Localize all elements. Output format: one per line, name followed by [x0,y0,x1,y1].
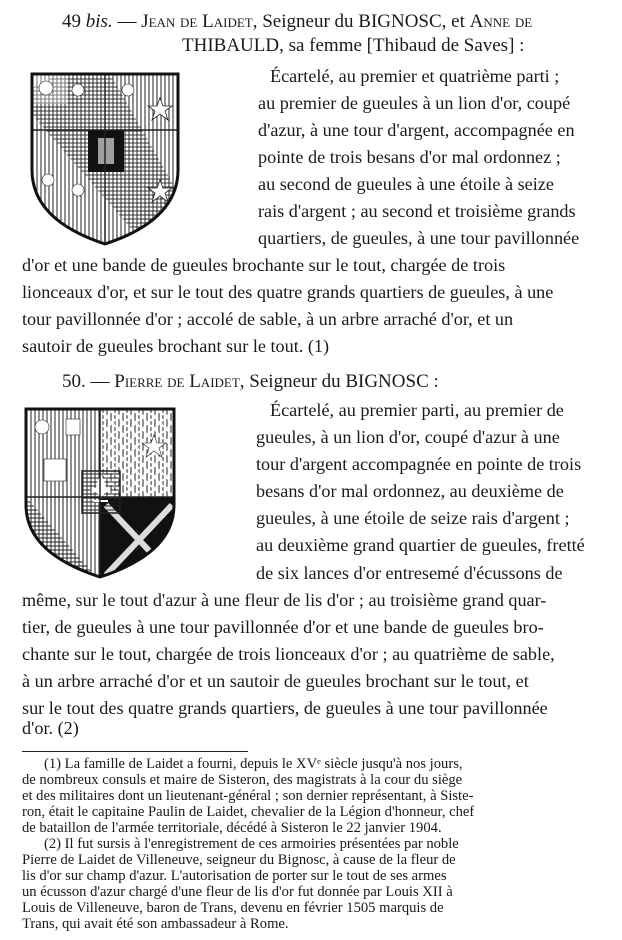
entry-50-line-9: tier, de gueules à une tour pavillonnée d'or et une bande de gueules bro- [22,617,544,637]
entry-49-dash: — [117,11,137,32]
entry-49-title-rest: , Seigneur du BIGNOSC, et [252,11,465,32]
entry-49-line-2: au premier de gueules à un lion d'or, coupé [258,93,571,113]
entry-50-line-5: gueules, à une étoile de seize rais d'argent ; [256,508,570,528]
entry-50-line-8: même, sur le tout d'azur à une fleur de lis d'or ; au troisième grand quar- [22,590,547,610]
footnote-1-line-1: (1) La famille de Laidet a fourni, depuis le XVᵉ siècle jusqu'à nos jours, [44,756,463,772]
footnote-1-line-5: de bataillon de l'armée territoriale, décédé à Sisteron le 22 janvier 1904. [22,820,442,836]
entry-50-line-1: Écartelé, au premier parti, au premier de [270,400,564,420]
entry-49-line-3: d'azur, à une tour d'argent, accompagnée en [258,120,575,140]
entry-49-name-jean: Jean de Laidet [141,11,253,32]
entry-50-title-rest: , Seigneur du BIGNOSC : [239,371,439,392]
entry-50-line-7: de six lances d'or entresemé d'écussons de [256,563,563,583]
entry-50-line-13: d'or. (2) [22,718,79,738]
entry-49-line-7: quartiers, de gueules, à une tour pavillonnée [258,228,580,248]
footnote-2-line-6: Trans, qui avait été son ambassadeur à Rome. [22,916,289,932]
entry-50-line-12: sur le tout des quatre grands quartiers, de gueules à une tour pavillonnée [22,698,548,718]
entry-49-heading-line2: THIBAULD, sa femme [Thibaud de Saves] : [182,35,525,56]
entry-49-heading [62,10,532,34]
footnote-2-line-1: (2) Il fut sursis à l'enregistrement de ces armoiries présentées par noble [44,836,459,852]
entry-49-line-11: sautoir de gueules brochant sur le tout. (1) [22,336,330,356]
entry-50-dash: — [90,371,110,392]
footnote-1-line-2: de nombreux consuls et maire de Sisteron, des magistrats à la cour du siège [22,772,463,788]
entry-50-name: Pierre de Laidet [114,371,240,392]
entry-49-line-6: rais d'argent ; au second et troisième grands [258,201,576,221]
footnote-2-line-5: Louis de Villeneuve, baron de Trans, devenu en février 1505 marquis de [22,900,444,916]
entry-49-line-5: au second de gueules à une étoile à seize [258,174,554,194]
entry-49-number: 49 [62,11,81,32]
entry-50-number: 50. [62,371,86,392]
entry-50-line-11: à un arbre arraché d'or et un sautoir de gueules brochant sur le tout, et [22,671,529,691]
entry-50-line-6: au deuxième grand quartier de gueules, fretté [256,535,585,555]
entry-50-line-4: besans d'or mal ordonnez, au deuxième de [256,481,564,501]
entry-49-name-anne: Anne de [469,11,533,32]
footnote-2-line-4: un écusson d'azur chargé d'une fleur de lis d'or fut donnée par Louis XII à [22,884,453,900]
entry-49-line-8: d'or et une bande de gueules brochante sur le tout, chargée de trois [22,255,506,275]
footnote-1-line-4: ron, était le capitaine Paulin de Laidet, chevalier de la Légion d'honneur, chef [22,804,475,820]
footnote-2-line-2: Pierre de Laidet de Villeneuve, seigneur du Bignosc, à cause de la fleur de [22,852,456,868]
entry-49-line-10: tour pavillonnée d'or ; accolé de sable, à un arbre arraché d'or, et un [22,309,514,329]
footnote-2-line-3: lis d'or sur champ d'azur. L'autorisation de porter sur le tout de ses armes [22,868,447,884]
entry-50-line-3: tour d'argent accompagnée en pointe de trois [256,454,582,474]
entry-49-line-9: lionceaux d'or, et sur le tout des quatre grands quartiers de gueules, à une [22,282,554,302]
coat-of-arms-icon [28,70,182,248]
entry-49-line-1: Écartelé, au premier et quatrième parti ; [270,66,560,86]
footnote-rule [22,751,248,752]
coat-of-arms-icon [22,405,178,581]
entry-50-heading [62,370,439,394]
entry-50-line-2: gueules, à un lion d'or, coupé d'azur à une [256,427,560,447]
entry-50-line-10: chante sur le tout, chargée de trois lionceaux d'or ; au quatrième de sable, [22,644,555,664]
entry-49-bis: bis. [85,11,113,32]
footnote-1-line-3: et des militaires dont un lieutenant-général ; son dernier représentant, à Siste- [22,788,474,804]
entry-49-line-4: pointe de trois besans d'or mal ordonnez ; [258,147,561,167]
